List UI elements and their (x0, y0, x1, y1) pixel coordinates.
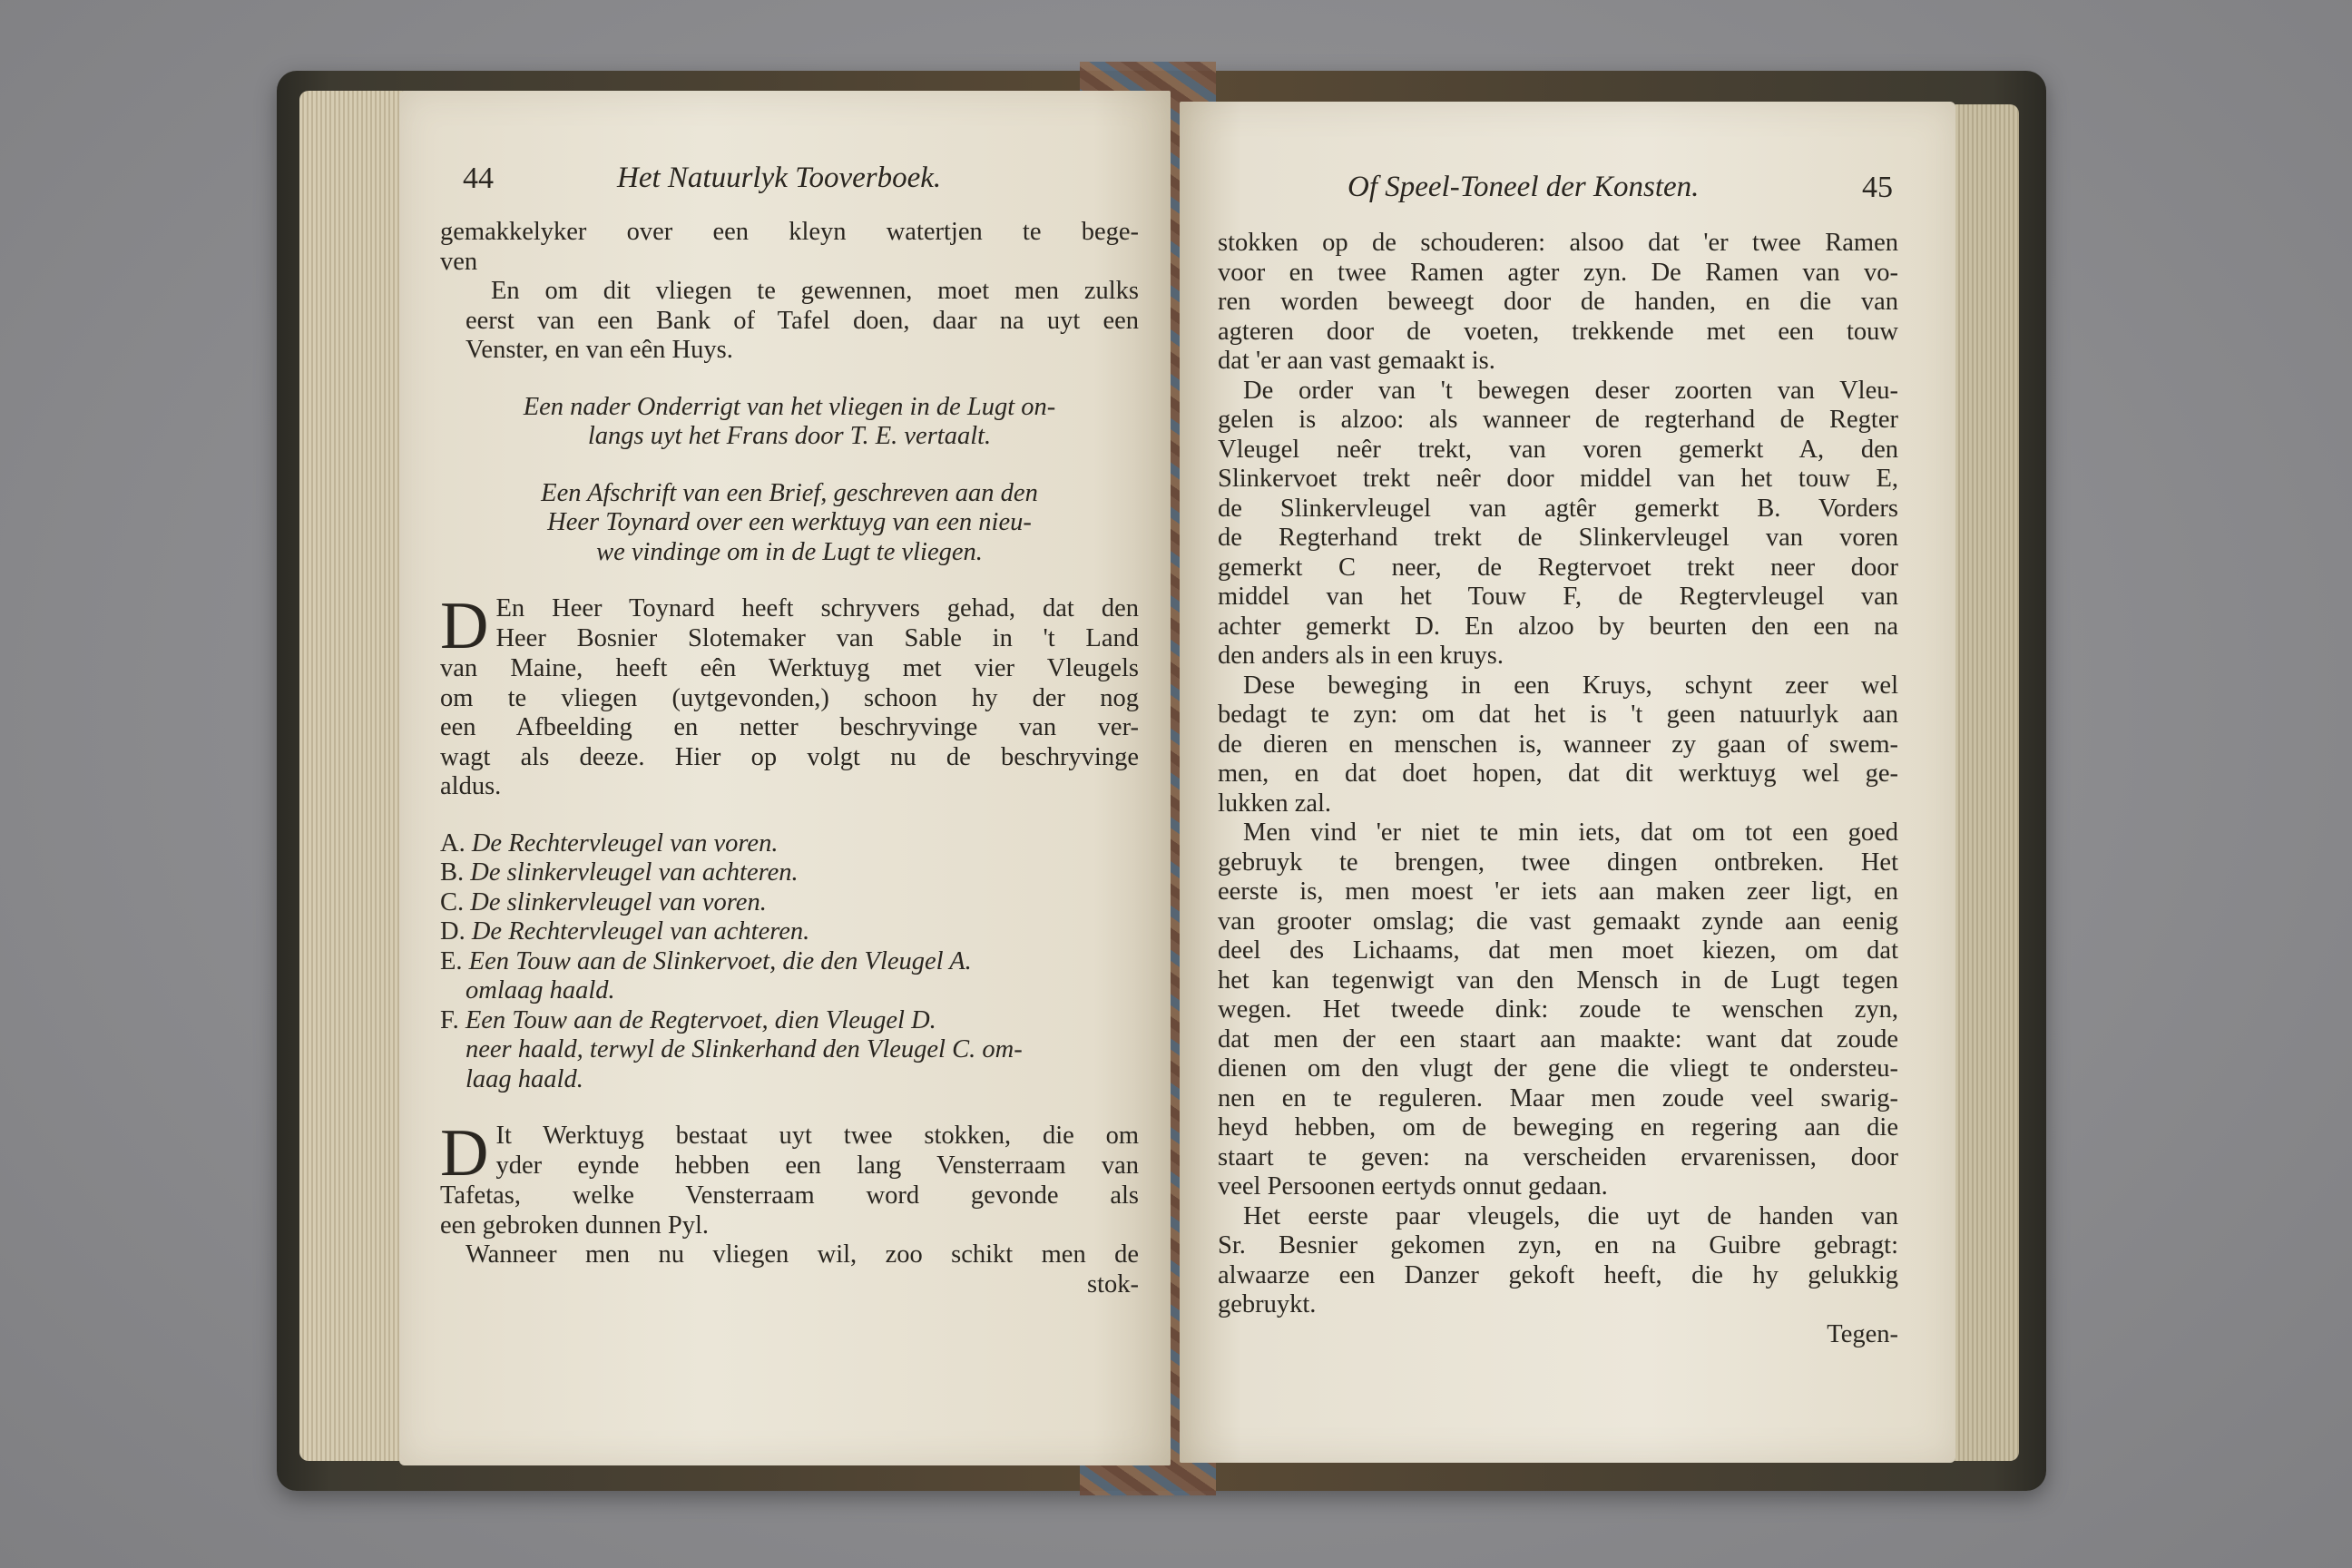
text-line: En Heer Toynard heeft schryvers gehad, dat den (495, 594, 1139, 622)
right-paragraph-4 (1218, 818, 1898, 1202)
text-line: de Regterhand trekt de Slinkervleugel van voren (1218, 524, 1898, 552)
text-line: gelen is alzoo: als wanneer de regterhand de Regter (1218, 406, 1898, 434)
legend-continuation: neer haald, terwyl de Slinkerhand den Vleugel C. om- (466, 1035, 1023, 1063)
text-line: stokken op de schouderen: alsoo dat 'er twee Ramen (1218, 229, 1898, 257)
legend-text: De Rechtervleugel van achteren. (471, 917, 810, 946)
text-line: Heer Bosnier Slotemaker van Sable in 't Land (495, 623, 1139, 652)
text-line: dienen om den vlugt der gene die vliegt te ondersteu- (1218, 1054, 1898, 1083)
legend-key: E. (440, 946, 463, 975)
left-running-head: Het Natuurlyk Tooverboek. (617, 162, 942, 194)
figure-legend (440, 829, 1139, 1095)
text-line: eerst van een Bank of Tafel doen, daar na uyt een (466, 306, 1139, 335)
text-line: Sr. Besnier gekomen zyn, en na Guibre gebragt: (1218, 1231, 1898, 1259)
heading-line: Heer Toynard over een werktuyg van een nieu- (547, 508, 1032, 536)
text-line: om te vliegen (uytgevonden,) schoon hy der nog (440, 683, 1139, 712)
text-line: men, en dat doet hopen, dat dit werktuyg wel ge- (1218, 760, 1898, 788)
text-line: Wanneer men nu vliegen wil, zoo schikt men de (466, 1240, 1139, 1269)
text-line: van grooter omslag; die vast gemaakt zynde aan eenig (1218, 906, 1898, 936)
text-line: de Slinkervleugel van agtêr gemerkt B. Vorders (1218, 494, 1898, 523)
text-line: ren worden beweegt door de handen, en die van (1218, 288, 1898, 316)
catchword: stok- (1087, 1269, 1139, 1298)
text-line: bedagt te zyn: om dat het is 't geen natuurlyk aan (1218, 701, 1898, 729)
right-page-number: 45 (1862, 171, 1893, 204)
text-line: yder eynde hebben een lang Vensterraam van (495, 1151, 1139, 1180)
legend-item (440, 829, 1139, 859)
left-paragraph-2 (440, 277, 1139, 366)
right-running-head: Of Speel-Toneel der Konsten. (1348, 171, 1700, 203)
text-line: wagt als deeze. Hier op volgt nu de beschryvinge (440, 742, 1139, 771)
legend-key: F. (440, 1005, 459, 1034)
text-line: It Werktuyg bestaat uyt twee stokken, die om (495, 1122, 1139, 1150)
text-line: lukken zal. (1218, 789, 1332, 818)
heading-line: we vindinge om in de Lugt te vliegen. (596, 537, 983, 566)
legend-text: Een Touw aan de Regtervoet, dien Vleugel D. (465, 1005, 936, 1034)
legend-key: B. (440, 858, 465, 887)
text-line: het kan tegenwigt van den Mensch in de Lugt tegen (1218, 965, 1898, 995)
heading-line: langs uyt het Frans door T. E. vertaalt. (587, 422, 992, 450)
text-line: eerste is, men moest 'er iets aan maken zeer ligt, en (1218, 877, 1898, 906)
text-line: wegen. Het tweede dink: zoude te wenschen zyn, (1218, 995, 1898, 1024)
legend-item (440, 888, 1139, 918)
text-line: Tafetas, welke Vensterraam word gevonde als (440, 1181, 1139, 1210)
text-line: agteren door de voeten, trekkende met een touw (1218, 317, 1898, 346)
drop-cap: D (440, 1116, 489, 1191)
left-page-number: 44 (463, 162, 494, 195)
heading-line: Een nader Onderrigt van het vliegen in de Lugt on- (523, 392, 1056, 421)
heading-line: Een Afschrift van een Brief, geschreven aan den (541, 478, 1038, 507)
right-page-body (1218, 229, 1898, 1349)
legend-continuation: laag haald. (466, 1064, 583, 1093)
text-line: veel Persoonen eertyds onnut gedaan. (1218, 1172, 1608, 1200)
right-paragraph-2 (1218, 377, 1898, 671)
text-line: voor en twee Ramen agter zyn. De Ramen van vo- (1218, 258, 1898, 287)
text-line: gebruyk te brengen, twee dingen ontbreken. Het (1218, 848, 1898, 877)
legend-text: De slinkervleugel van voren. (470, 887, 767, 916)
text-line: gemakkelyker over een kleyn watertjen te bege- (440, 218, 1139, 246)
text-line: Venster, en van eên Huys. (466, 336, 733, 364)
text-line: gebruykt. (1218, 1290, 1317, 1318)
legend-item (440, 947, 1139, 1006)
right-paragraph-5 (1218, 1202, 1898, 1320)
text-line: staart te geven: na verscheiden ervarenissen, door (1218, 1142, 1898, 1171)
text-line: een Afbeelding en netter beschryvinge van ver- (440, 713, 1139, 741)
text-line: De order van 't bewegen deser zoorten van Vleu- (1243, 376, 1898, 405)
text-line: alwaarze een Danzer gekoft heeft, die hy gelukkig (1218, 1260, 1898, 1289)
description-paragraph (440, 1116, 1139, 1240)
legend-text: Een Touw aan de Slinkervoet, die den Vleugel A. (468, 946, 972, 975)
text-line: Dese beweging in een Kruys, schynt zeer wel (1243, 671, 1898, 700)
legend-key: C. (440, 887, 465, 916)
legend-text: De slinkervleugel van achteren. (470, 858, 799, 887)
text-line: ven (440, 247, 478, 276)
text-line: een gebroken dunnen Pyl. (440, 1210, 710, 1240)
text-line: En om dit vliegen te gewennen, moet men zulks (491, 277, 1139, 305)
left-page-body (440, 218, 1139, 1299)
text-line: middel van het Touw F, de Regtervleugel van (1218, 583, 1898, 611)
legend-text: De Rechtervleugel van voren. (471, 828, 779, 858)
section-heading-1 (440, 393, 1139, 452)
text-line: van Maine, heeft eên Werktuyg met vier Vleugels (440, 654, 1139, 682)
legend-item (440, 1006, 1139, 1095)
text-line: dat 'er aan vast gemaakt is. (1218, 347, 1495, 375)
text-line: dat men der een staart aan maakte: want dat zoude (1218, 1024, 1898, 1054)
text-line: Het eerste paar vleugels, die uyt de handen van (1243, 1201, 1898, 1230)
right-paragraph-1 (1218, 229, 1898, 377)
text-line: Vleugel neêr trekt, van voren gemerkt A, den (1218, 435, 1898, 464)
legend-item (440, 858, 1139, 888)
text-line: de dieren en menschen is, wanneer zy gaan of swem- (1218, 730, 1898, 759)
legend-key: A. (440, 828, 466, 858)
text-line: aldus. (440, 772, 502, 800)
text-line: Men vind 'er niet te min iets, dat om tot een goed (1243, 818, 1898, 847)
text-line: heyd hebben, om de beweging en regering aan die (1218, 1113, 1898, 1142)
letter-paragraph (440, 589, 1139, 802)
final-paragraph (440, 1240, 1139, 1299)
text-line: achter gemerkt D. En alzoo by beurten den een na (1218, 612, 1898, 641)
text-line: den anders als in een kruys. (1218, 642, 1504, 670)
catchword: Tegen- (1827, 1319, 1898, 1348)
legend-key: D. (440, 917, 466, 946)
text-line: gemerkt C neer, de Regtervoet trekt neer door (1218, 553, 1898, 582)
text-line: nen en te reguleren. Maar men zoude veel swarig- (1218, 1083, 1898, 1112)
legend-continuation: omlaag haald. (466, 976, 615, 1004)
text-line: deel des Lichaams, dat men moet kiezen, om dat (1218, 936, 1898, 965)
left-paragraph-1 (440, 218, 1139, 277)
section-heading-2 (440, 479, 1139, 568)
legend-item (440, 917, 1139, 947)
drop-cap: D (440, 589, 489, 663)
right-paragraph-3 (1218, 671, 1898, 819)
page-edges-left (299, 91, 408, 1461)
text-line: Slinkervoet trekt neêr door middel van het touw E, (1218, 465, 1898, 493)
